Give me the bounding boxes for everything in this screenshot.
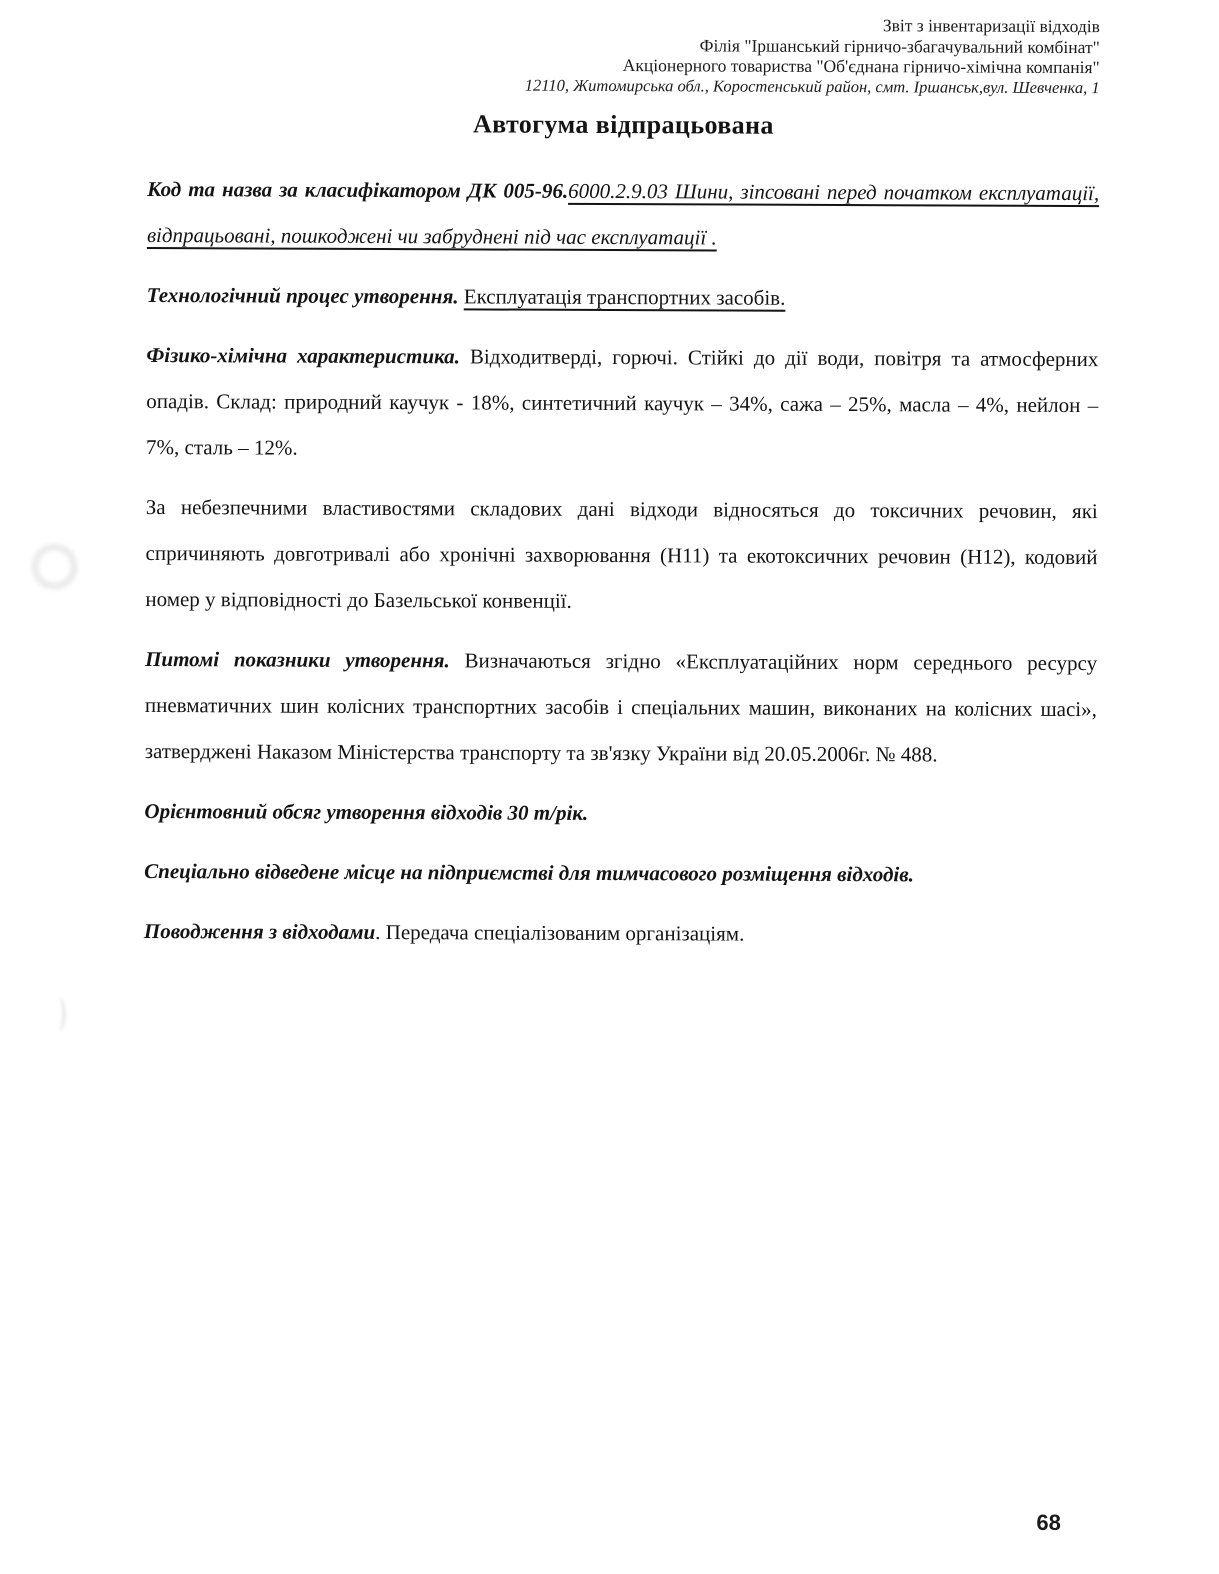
paragraph-hazard: [145, 484, 1098, 626]
physchem-label: Фізико-хімічна характеристика.: [146, 342, 470, 369]
header-company-name: Акціонерного товариства "Об'єднана гірничо-хімічна компанія": [622, 55, 1100, 78]
paragraph-process: [147, 272, 1099, 322]
page-title: Автогума відпрацьована: [472, 109, 774, 140]
scan-artifact-ring: [31, 543, 77, 589]
paragraph-specific-indicators: [145, 636, 1098, 778]
header-report-title: Звіт з інвентаризації відходів: [882, 15, 1100, 37]
indicators-label: Питомі показники утворення.: [145, 646, 465, 673]
document-header: [525, 14, 1100, 99]
paragraph-estimated-volume: Орієнтовний обсяг утворення відходів 30 т/рік.: [144, 798, 589, 825]
indicators-value: Визначаються згідно «Експлуатаційних норм середнього ресурсу пневматичних шин колісних транспортних засобів і спеціальних машин, виконаних на колісних шасі», затверджені Наказом Міністерства транспорту та зв'язку України від 20.05.2006г. № 488.: [144, 648, 1098, 767]
scan-artifact-arc: [51, 998, 65, 1032]
classifier-value: 6000.2.9.03 Шини, зіпсовані перед початком експлуатації, відпрацьовані, пошкоджені чи забруднені під час експлуатації .: [146, 178, 1100, 250]
process-value: Експлуатація транспортних засобів.: [463, 284, 786, 310]
hazard-text: За небезпечними властивостями складових дані відходи відносяться до токсичних речовин, які спричиняють довготривалі або хронічні захворювання (Н11) та екотоксичних речовин (Н12), кодовий номер у відповідності до Базельської конвенції.: [145, 494, 1098, 613]
process-label: Технологічний процес утворення.: [146, 282, 464, 309]
paragraph-waste-handling: [144, 908, 1096, 958]
paragraph-storage-place: Спеціально відведене місце на підприємстві для тимчасового розміщення відходів.: [144, 858, 914, 887]
physchem-value: Відходитверді, горючі. Стійкі до дії води, повітря та атмосферних опадів. Склад: природний каучук - 18%, синтетичний каучук – 34%, сажа – 25%, масла – 4%, нейлон – 7%, сталь – 12%.: [145, 344, 1099, 460]
header-address: 12110, Житомирська обл., Коростенський район, смт. Іршанськ,вул. Шевченка, 1: [524, 75, 1100, 97]
document-body: [144, 166, 1099, 972]
paragraph-physchem: [146, 332, 1099, 474]
handling-value: . Передача спеціалізованим організаціям.: [375, 919, 745, 946]
classifier-label: Код та назва за класифікатором ДК 005-96.: [147, 176, 569, 203]
handling-label: Поводження з відходами: [143, 918, 376, 944]
page-number: 68: [1036, 1509, 1061, 1535]
header-branch-name: Філія "Іршанський гірничо-збагачувальний комбінат": [699, 34, 1100, 57]
paragraph-classifier-code: [147, 166, 1099, 262]
